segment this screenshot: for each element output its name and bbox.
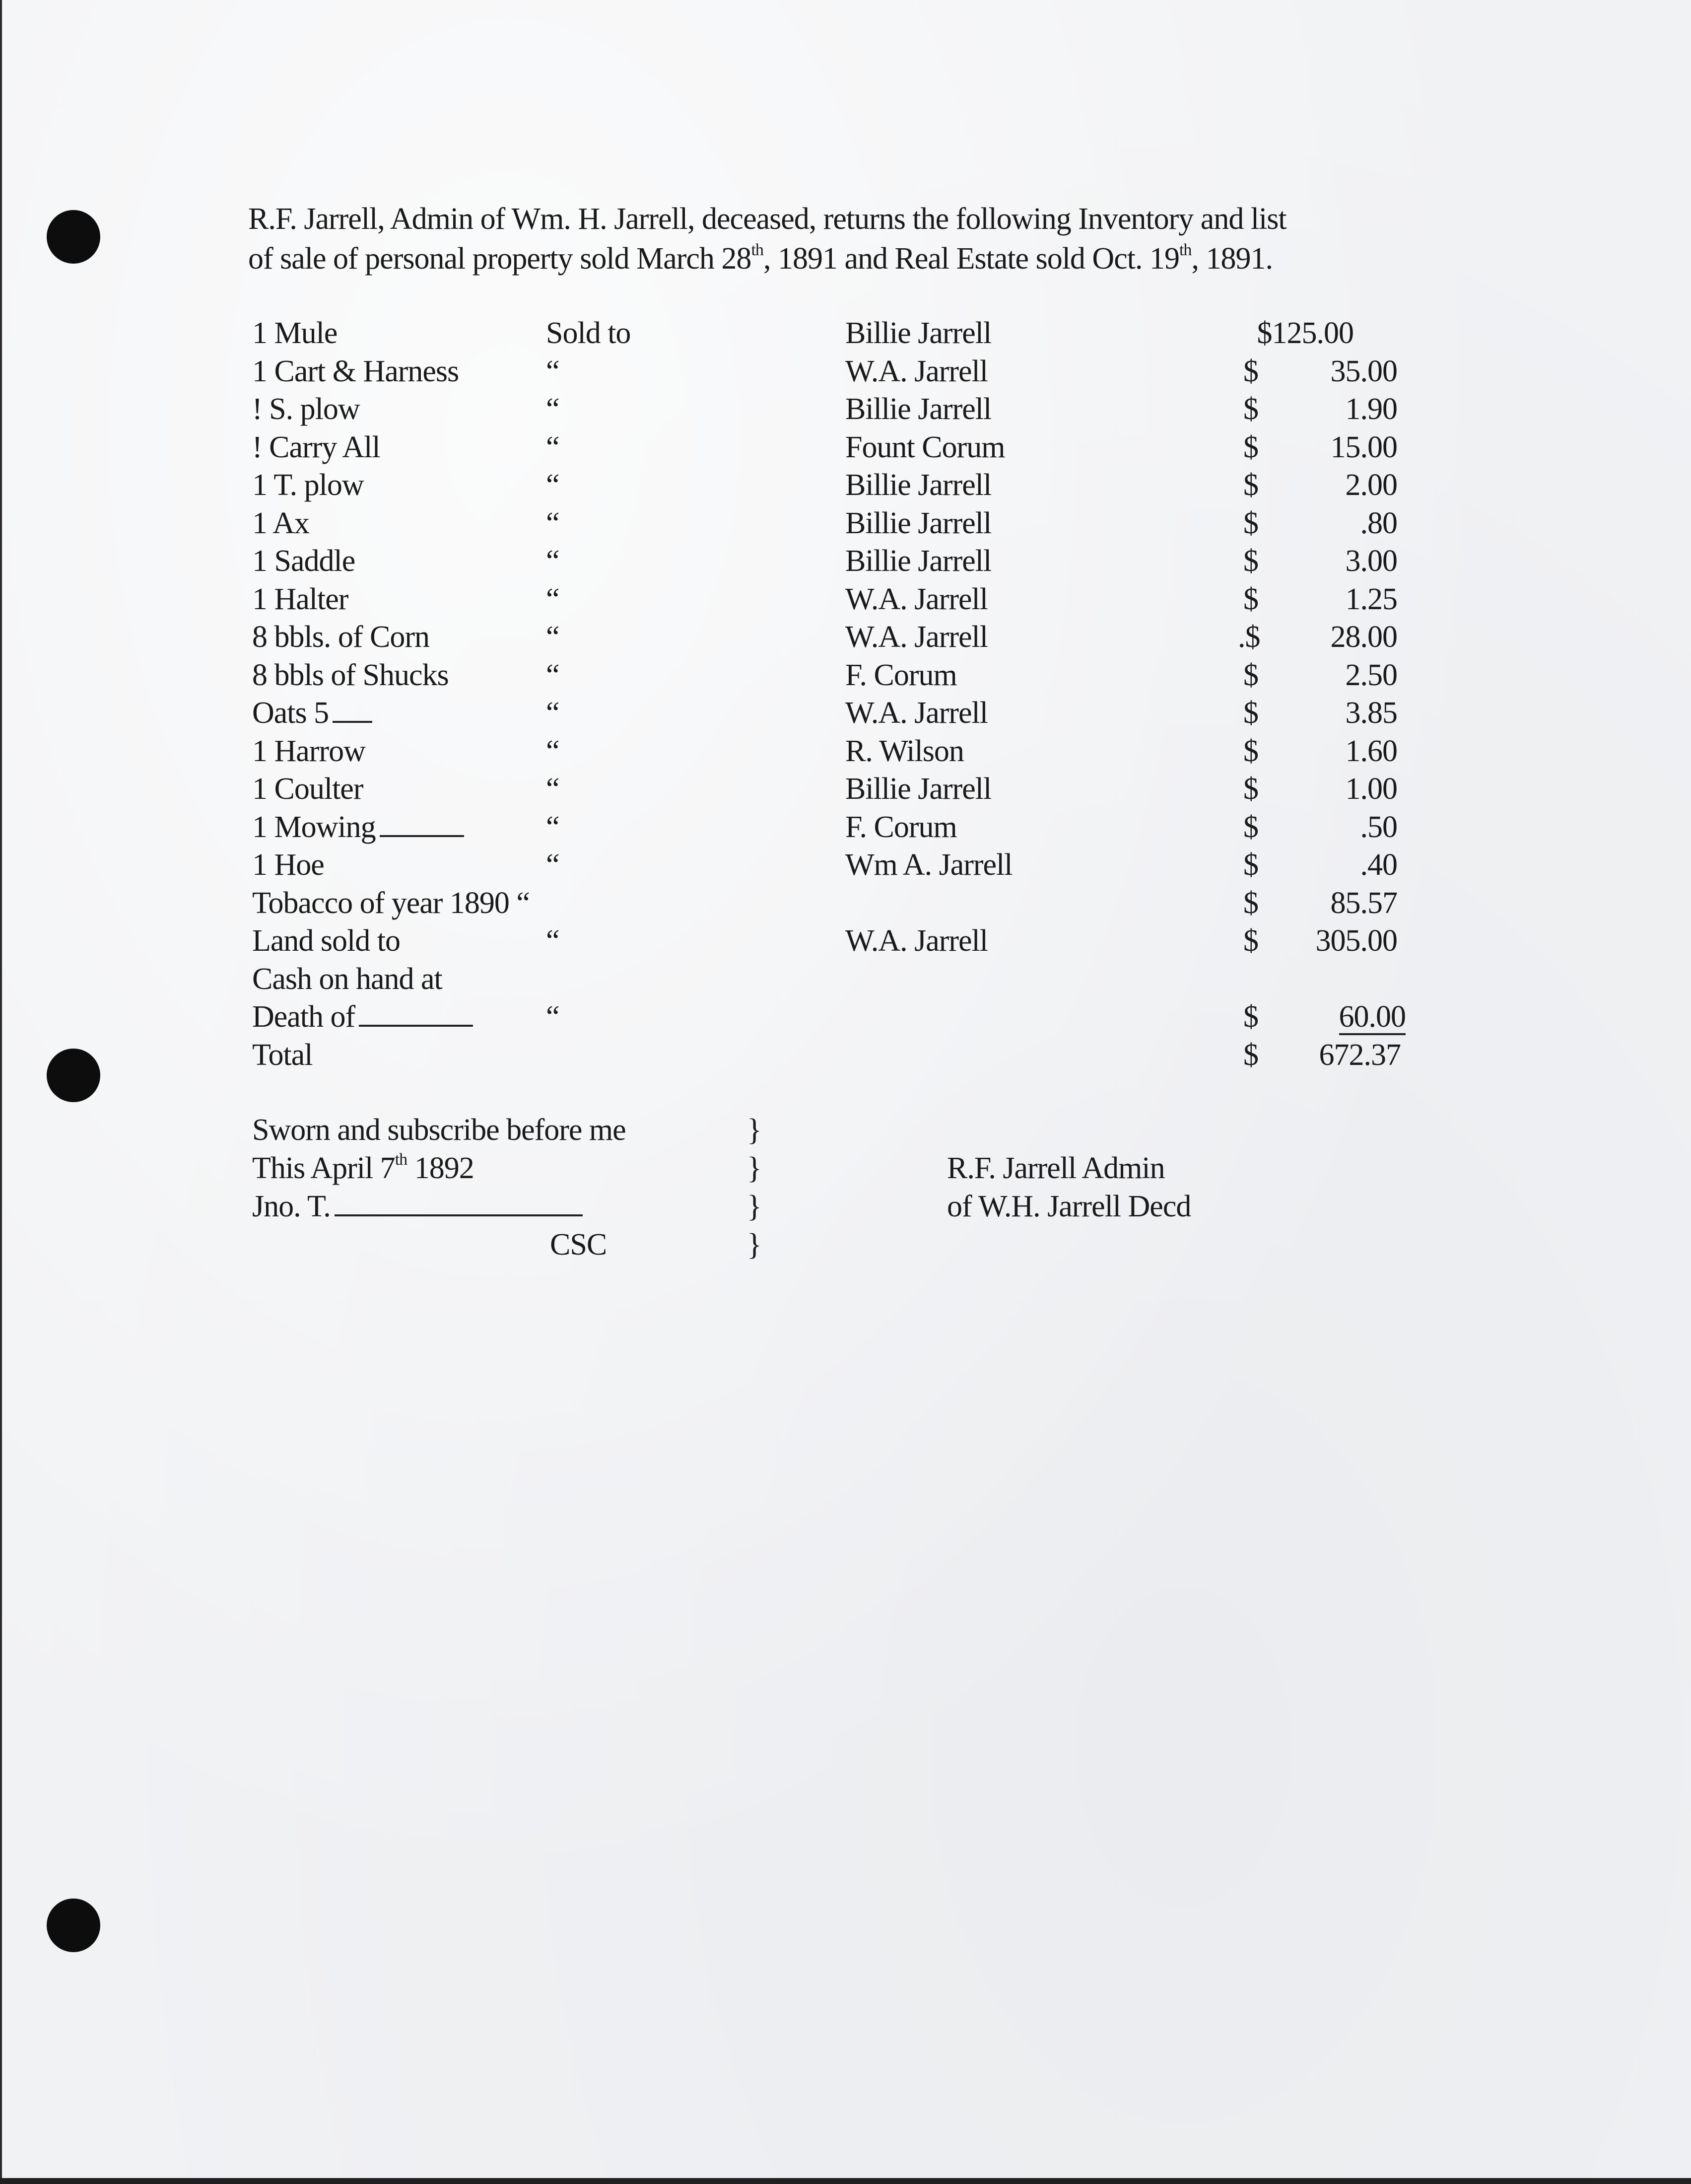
buyer-name: Billie Jarrell: [845, 506, 992, 540]
item-description: [252, 432, 380, 463]
signature-blank: [335, 1214, 583, 1216]
currency-symbol: $: [1243, 772, 1258, 806]
amount: 15.00: [1330, 430, 1397, 464]
illegible-blank: [359, 1025, 473, 1027]
header-text: R.F. Jarrell, Admin of Wm. H. Jarrell, deceased, returns the following Inventory and list: [248, 202, 1286, 236]
item-text: ! Carry All: [252, 430, 380, 464]
item-description: [252, 925, 400, 956]
clerk-name: Jno. T.: [252, 1190, 331, 1223]
amount: 2.00: [1345, 468, 1397, 502]
ditto-mark: “: [546, 582, 559, 616]
amount: 85.57: [1330, 886, 1397, 920]
item-description: [252, 584, 348, 615]
header-text: of sale of personal property sold March 28: [248, 242, 751, 276]
scan-edge-bottom: [0, 2178, 1691, 2184]
currency-symbol: $: [1243, 392, 1258, 426]
buyer-name: W.A. Jarrell: [845, 924, 988, 958]
item-text: 1 Mule: [252, 316, 338, 350]
amount: 60.00: [1339, 1001, 1406, 1035]
ditto-mark: “: [546, 468, 559, 502]
scan-edge-left: [0, 0, 2, 2184]
item-text: 1 Saddle: [252, 544, 355, 578]
amount: 28.00: [1330, 620, 1397, 654]
currency-symbol: $: [1243, 1038, 1258, 1072]
item-description: [252, 1001, 473, 1032]
item-text: Total: [252, 1038, 313, 1072]
item-text: 1 Cart & Harness: [252, 354, 459, 388]
ditto-mark: “: [546, 848, 559, 882]
item-description: [252, 508, 309, 539]
currency-symbol: $: [1243, 354, 1258, 388]
amount: 3.85: [1345, 696, 1397, 730]
header-line-1: [248, 204, 1469, 234]
buyer-name: W.A. Jarrell: [845, 620, 988, 654]
buyer-name: Billie Jarrell: [845, 316, 992, 350]
currency-symbol: $: [1243, 582, 1258, 616]
signature-line-1: R.F. Jarrell Admin: [947, 1151, 1165, 1185]
punch-hole-top: [47, 210, 100, 264]
amount: 35.00: [1330, 354, 1397, 388]
ditto-mark: “: [546, 392, 559, 426]
buyer-name: Billie Jarrell: [845, 392, 992, 426]
ordinal-suffix: th: [1179, 240, 1192, 259]
currency-symbol: $: [1243, 506, 1258, 540]
item-description: [252, 964, 442, 994]
buyer-name: Billie Jarrell: [845, 468, 992, 502]
item-text: 1 Coulter: [252, 772, 363, 806]
ditto-mark: “: [546, 544, 559, 578]
currency-symbol: $: [1243, 696, 1258, 730]
item-text: Land sold to: [252, 924, 400, 958]
header-text: , 1891 and Real Estate sold Oct. 19: [763, 242, 1179, 276]
currency-symbol: $: [1243, 924, 1258, 958]
buyer-name: Billie Jarrell: [845, 772, 992, 806]
buyer-name: Billie Jarrell: [845, 544, 992, 578]
item-description: [252, 622, 429, 652]
amount: .40: [1360, 848, 1397, 882]
item-text: 8 bbls of Shucks: [252, 658, 449, 692]
ditto-mark: “: [546, 430, 559, 464]
amount: 1.00: [1345, 772, 1397, 806]
ditto-mark: “: [546, 810, 559, 844]
currency-symbol: $: [1243, 1000, 1258, 1034]
item-description: [252, 774, 363, 804]
attestation-line-4: CSC: [550, 1228, 607, 1262]
item-text: 1 Halter: [252, 582, 348, 616]
buyer-name: W.A. Jarrell: [845, 696, 988, 730]
amount-with-symbol: $125.00: [1257, 316, 1353, 350]
attestation-line-2: [252, 1150, 474, 1185]
item-text: 1 T. plow: [252, 468, 364, 502]
amount: .80: [1360, 506, 1397, 540]
item-text: ! S. plow: [252, 392, 360, 426]
item-description: [252, 546, 355, 576]
attestation-line-1: Sworn and subscribe before me: [252, 1113, 626, 1147]
ditto-mark: “: [546, 924, 559, 958]
ditto-mark: “: [546, 696, 559, 730]
item-text: 1 Hoe: [252, 848, 324, 882]
attestation-text: This April 7: [252, 1151, 395, 1185]
ditto-mark: “: [546, 658, 559, 692]
header-line-2: [248, 240, 1469, 276]
buyer-name: W.A. Jarrell: [845, 354, 988, 388]
buyer-name: F. Corum: [845, 810, 957, 844]
item-text: 1 Ax: [252, 506, 309, 540]
ditto-mark: “: [546, 620, 559, 654]
item-description: [252, 736, 365, 767]
item-description: [252, 849, 324, 880]
sold-to-header: Sold to: [546, 316, 631, 350]
illegible-blank: [333, 721, 372, 723]
brace-1: }: [747, 1113, 761, 1147]
buyer-name: F. Corum: [845, 658, 957, 692]
item-text: 8 bbls. of Corn: [252, 620, 429, 654]
item-description: [252, 356, 459, 387]
item-description: [252, 394, 360, 424]
amount: 2.50: [1345, 658, 1397, 692]
amount: 1.90: [1345, 392, 1397, 426]
attestation-text: 1892: [407, 1151, 474, 1185]
item-description: [252, 888, 530, 918]
buyer-name: Fount Corum: [845, 430, 1005, 464]
brace-4: }: [747, 1228, 761, 1262]
ditto-mark: “: [546, 734, 559, 768]
ditto-mark: “: [546, 506, 559, 540]
currency-symbol: $: [1243, 468, 1258, 502]
ditto-mark: “: [546, 1000, 559, 1034]
currency-symbol: $: [1243, 544, 1258, 578]
item-description: [252, 1040, 313, 1070]
item-text: Tobacco of year 1890 “: [252, 886, 530, 920]
brace-2: }: [747, 1151, 761, 1185]
amount: .50: [1360, 810, 1397, 844]
ordinal-suffix: th: [751, 240, 763, 259]
item-description: [252, 318, 337, 349]
buyer-name: R. Wilson: [845, 734, 964, 768]
currency-symbol: $: [1243, 848, 1258, 882]
currency-symbol: $: [1243, 658, 1258, 692]
currency-symbol: $: [1243, 734, 1258, 768]
item-description: [252, 470, 364, 500]
brace-3: }: [747, 1190, 761, 1223]
header-text: , 1891.: [1191, 242, 1273, 276]
item-description: [252, 660, 449, 691]
item-description: [252, 812, 464, 843]
amount: 1.25: [1345, 582, 1397, 616]
amount: 1.60: [1345, 734, 1397, 768]
currency-symbol: $: [1243, 886, 1258, 920]
total-amount: 672.37: [1319, 1038, 1401, 1072]
attestation-line-3: [252, 1191, 583, 1222]
item-text: 1 Harrow: [252, 734, 365, 768]
buyer-name: Wm A. Jarrell: [845, 848, 1013, 882]
item-text: Death of: [252, 1000, 355, 1034]
illegible-blank: [380, 835, 464, 837]
signature-line-2: of W.H. Jarrell Decd: [947, 1190, 1191, 1223]
ditto-mark: “: [546, 772, 559, 806]
currency-symbol: .$: [1238, 620, 1260, 654]
item-text: Oats 5: [252, 696, 329, 730]
ordinal-suffix: th: [395, 1150, 407, 1169]
item-text: 1 Mowing: [252, 810, 376, 844]
buyer-name: W.A. Jarrell: [845, 582, 988, 616]
item-text: Cash on hand at: [252, 962, 442, 996]
currency-symbol: $: [1243, 810, 1258, 844]
punch-hole-middle: [47, 1049, 100, 1102]
punch-hole-bottom: [47, 1899, 100, 1952]
currency-symbol: $: [1243, 430, 1258, 464]
amount: 3.00: [1345, 544, 1397, 578]
amount: 305.00: [1315, 924, 1397, 958]
item-description: [252, 698, 372, 728]
ditto-mark: “: [546, 354, 559, 388]
